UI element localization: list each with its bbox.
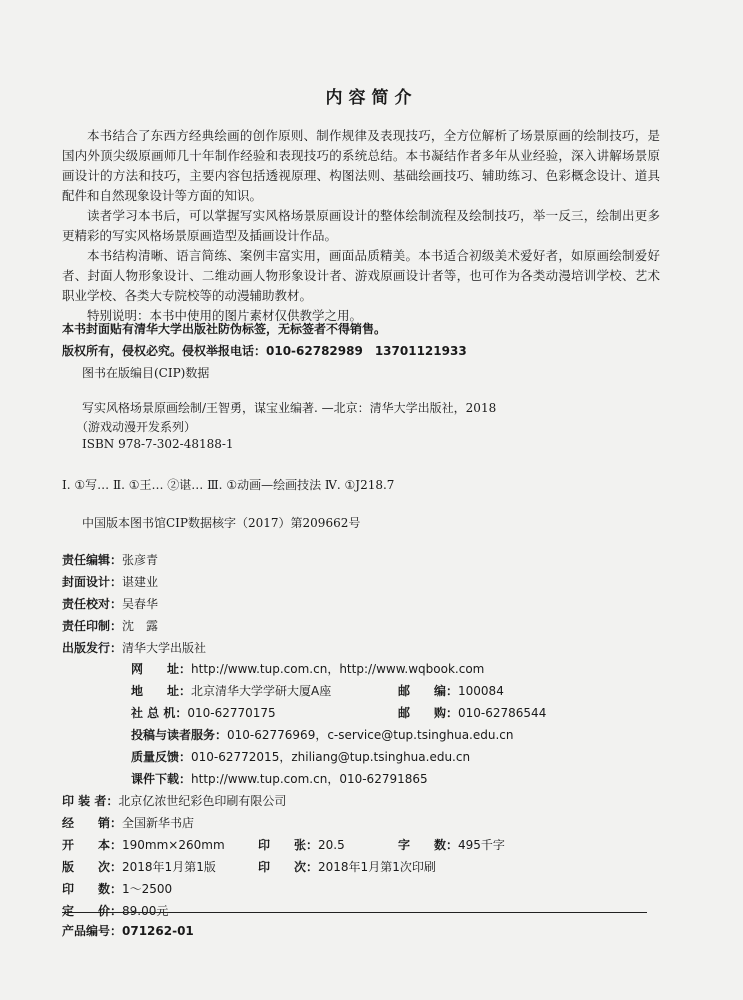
product-code: 产品编号：071262-01 (62, 924, 194, 938)
anti-counterfeit-notice: 本书封面贴有清华大学出版社防伪标签，无标签者不得销售。 (62, 322, 387, 336)
credit-cover-design: 封面设计：谌建业 (62, 575, 159, 589)
publisher-courseware: 课件下载：http://www.tup.com.cn，010-62791865 (131, 772, 428, 786)
cip-title-line: 写实风格场景原画绘制/王智勇，谋宝业编著. —北京：清华大学出版社，2018 (82, 401, 497, 415)
cip-record-number: 中国版本图书馆CIP数据核字（2017）第209662号 (82, 516, 361, 530)
cip-series: （游戏动漫开发系列） (76, 420, 197, 434)
copyright-notice: 版权所有，侵权必究。侵权举报电话：010-62782989 13701121933 (62, 344, 467, 358)
credit-publisher: 出版发行：清华大学出版社 (62, 641, 207, 655)
page-title: 内容简介 (325, 88, 418, 108)
print-edition: 版 次：2018年1月第1版 (62, 860, 216, 874)
credit-printing-manager: 责任印制：沈 露 (62, 619, 159, 633)
intro-section (62, 126, 660, 326)
credit-editor: 责任编辑：张彦青 (62, 553, 159, 567)
publisher-zip: 邮 编：100084 (398, 684, 504, 698)
publisher-website: 网 址：http://www.tup.com.cn，http://www.wqbook.com (131, 662, 485, 676)
intro-paragraph: 本书结构清晰、语言简练、案例丰富实用，画面品质精美。本书适合初级美术爱好者，如原画绘制爱好者、封面人物形象设计、二维动画人物形象设计者、游戏原画设计者等，也可作为各类动漫培训学校、艺术职业学校、各类大专院校等的动漫辅助教材。 (62, 248, 660, 303)
print-impression: 印 次：2018年1月第1次印刷 (258, 860, 436, 874)
print-format: 开 本：190mm×260mm (62, 838, 225, 852)
print-price: 定 价：89.00元 (62, 904, 169, 918)
print-word-count: 字 数：495千字 (398, 838, 505, 852)
print-sheets: 印 张：20.5 (258, 838, 345, 852)
print-distributor: 经 销：全国新华书店 (62, 816, 195, 830)
publisher-reader-service: 投稿与读者服务：010-62776969，c-service@tup.tsinghua.edu.cn (131, 728, 514, 742)
print-printer: 印 装 者：北京亿浓世纪彩色印刷有限公司 (62, 794, 287, 808)
cip-heading: 图书在版编目(CIP)数据 (82, 366, 210, 380)
intro-note: 特别说明：本书中使用的图片素材仅供教学之用。 (87, 308, 363, 323)
credit-proofreader: 责任校对：吴春华 (62, 597, 159, 611)
cip-isbn: ISBN 978-7-302-48188-1 (82, 437, 234, 451)
print-copies: 印 数：1～2500 (62, 882, 173, 896)
publisher-mail-order: 邮 购：010-62786544 (398, 706, 547, 720)
publisher-address: 地 址：北京清华大学学研大厦A座 (131, 684, 332, 698)
publisher-quality-feedback: 质量反馈：010-62772015，zhiliang@tup.tsinghua.edu.cn (131, 750, 471, 764)
publisher-switchboard: 社 总 机：010-62770175 (131, 706, 276, 720)
intro-paragraph: 本书结合了东西方经典绘画的创作原则、制作规律及表现技巧，全方位解析了场景原画的绘制技巧，是国内外顶尖级原画师几十年制作经验和表现技巧的系统总结。本书凝结作者多年从业经验，深入讲解场景原画设计的方法和技巧，主要内容包括透视原理、构图法则、基础绘画技巧、辅助练习、色彩概念设计、道具配件和自然现象设计等方面的知识。 (62, 128, 660, 203)
cip-classification: Ⅰ. ①写… Ⅱ. ①王… ②谌… Ⅲ. ①动画—绘画技法 Ⅳ. ①J218.7 (62, 478, 395, 492)
divider-line (62, 912, 647, 913)
intro-paragraph: 读者学习本书后，可以掌握写实风格场景原画设计的整体绘制流程及绘制技巧，举一反三，绘制出更多更精彩的写实风格场景原画造型及插画设计作品。 (62, 208, 660, 243)
